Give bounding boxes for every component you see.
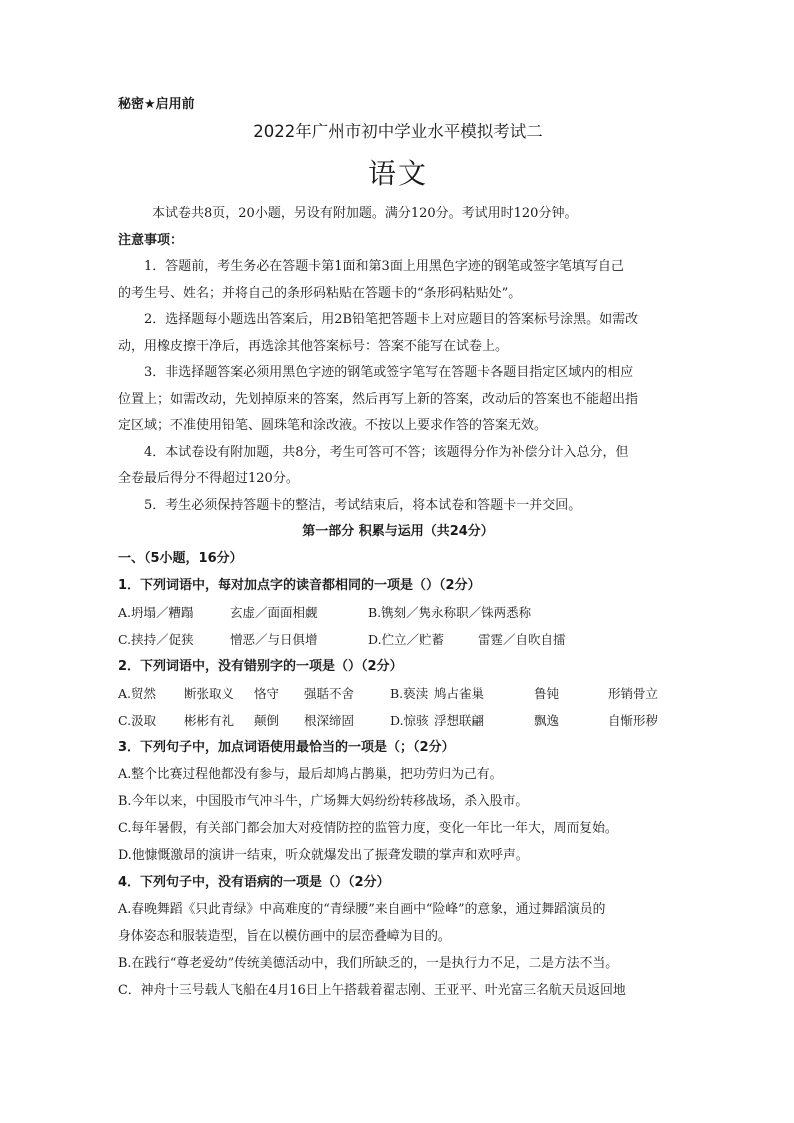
option-text: C.汲取 [118, 713, 157, 728]
option-text: 鸠占雀巢 [434, 686, 485, 701]
part1-title: 第一部分 积累与运用（共24分） [302, 524, 494, 539]
option-text: 根深缔固 [304, 713, 355, 728]
option-text: 恪守 [254, 686, 280, 701]
question-3-option: B.今年以来，中国股市气冲斗牛，广场舞大妈纷纷转移战场，杀入股市。 [118, 794, 529, 809]
option-text: 憎恶／与日俱增 [230, 632, 318, 647]
option-text: 雷霆／自吹自擂 [478, 632, 566, 647]
question-4-option: 身体姿态和服装造型，旨在以模仿画中的层峦叠嶂为目的。 [118, 929, 451, 944]
option-text: D.伫立／贮蓄 [368, 632, 445, 647]
option-text: B.镌刻／隽永称职／铢两悉称 [368, 605, 532, 620]
question-3-option: C.每年暑假，有关部门都会加大对疫情防控的监管力度，变化一年比一年大，周而复始。 [118, 821, 618, 836]
notice-line: 2．选择题每小题选出答案后，用2B铅笔把答题卡上对应题目的答案标号涂黑。如需改 [144, 312, 639, 327]
exam-title: 2022年广州市初中学业水平模拟考试二 [253, 122, 543, 141]
option-text: 自惭形秽 [608, 713, 659, 728]
option-text: D.惊骇 [390, 713, 429, 728]
section-heading: 一、（5小题，16分） [118, 550, 243, 566]
question-2-options-row [118, 707, 678, 734]
option-text: 强聒不舍 [304, 686, 355, 701]
notice-line: 3．非选择题答案必须用黑色字迹的钢笔或签字笔写在答题卡各题目指定区域内的相应 [144, 365, 634, 380]
option-text: C.挟持／促狭 [118, 632, 194, 647]
notice-line: 动，用橡皮擦干净后，再选涂其他答案标号：答案不能写在试卷上。 [118, 338, 509, 354]
question-2-stem: 2．下列词语中，没有错别字的一项是（）（2分） [118, 659, 403, 674]
question-4-stem: 4．下列句子中，没有语病的一项是（）（2分） [118, 875, 390, 890]
notice-title: 注意事项： [118, 232, 184, 248]
option-text: 鲁钝 [534, 686, 560, 701]
option-text: 形销骨立 [608, 686, 659, 701]
option-text: 飘逸 [534, 713, 560, 728]
question-1-options-row [118, 599, 678, 626]
notice-line: 定区域；不准使用铅笔、圆珠笔和涂改液。不按以上要求作答的答案无效。 [118, 418, 548, 433]
question-3-option: D.他慷慨激昂的演讲一结束，听众就爆发出了振聋发聩的掌声和欢呼声。 [118, 848, 529, 863]
notice-line: 的考生号、姓名；并将自己的条形码粘贴在答题卡的“条形码粘贴处”。 [118, 285, 522, 301]
notice-line: 全卷最后得分不得超过120分。 [118, 471, 299, 486]
option-text: 浮想联翩 [434, 713, 485, 728]
option-text: 彬彬有礼 [184, 713, 235, 728]
option-text: 颠倒 [254, 713, 280, 728]
option-text: B.亵渎 [390, 686, 429, 701]
intro-text: 本试卷共8页，20小题，另设有附加题。满分120分。考试用时120分钟。 [152, 206, 578, 221]
option-text: 玄虚／面面相觑 [230, 605, 318, 620]
option-text: A.贸然 [118, 686, 157, 701]
notice-line: 1．答题前，考生务必在答题卡第1面和第3面上用黑色字迹的钢笔或签字笔填写自己 [144, 259, 624, 274]
question-3-option: A.整个比赛过程他都没有参与，最后却鸠占鹊巢，把功劳归为己有。 [118, 767, 503, 782]
question-4-option: B.在践行“尊老爱幼”传统美德活动中，我们所缺乏的，一是执行力不足，二是方法不当。 [118, 956, 619, 971]
question-1-options-row [118, 626, 678, 653]
secret-mark: 秘密★启用前 [118, 97, 195, 112]
notice-line: 5．考生必须保持答题卡的整洁，考试结束后，将本试卷和答题卡一并交回。 [144, 497, 582, 513]
notice-line: 4．本试卷设有附加题，共8分，考生可答可不答；该题得分作为补偿分计入总分，但 [144, 444, 629, 460]
question-2-options-row [118, 680, 678, 707]
question-4-option: C．神舟十三号载人飞船在4月16日上午搭载着翟志刚、王亚平、叶光富三名航天员返回地 [118, 983, 626, 998]
subject-title: 语文 [367, 157, 428, 190]
notice-line: 位置上；如需改动，先划掉原来的答案，然后再写上新的答案，改动后的答案也不能超出指 [118, 391, 639, 407]
option-text: A.坍塌／糟蹋 [118, 605, 194, 620]
exam-page [118, 93, 678, 1004]
question-3-stem: 3．下列句子中，加点词语使用最恰当的一项是（；（2分） [118, 740, 455, 755]
question-1-stem: 1．下列词语中，每对加点字的读音都相同的一项是（）（2分） [118, 578, 481, 593]
option-text: 断张取义 [184, 686, 235, 701]
question-4-option: A.春晚舞蹈《只此青绿》中高难度的“青绿腰”来自画中“险峰”的意象，通过舞蹈演员的 [118, 902, 606, 917]
